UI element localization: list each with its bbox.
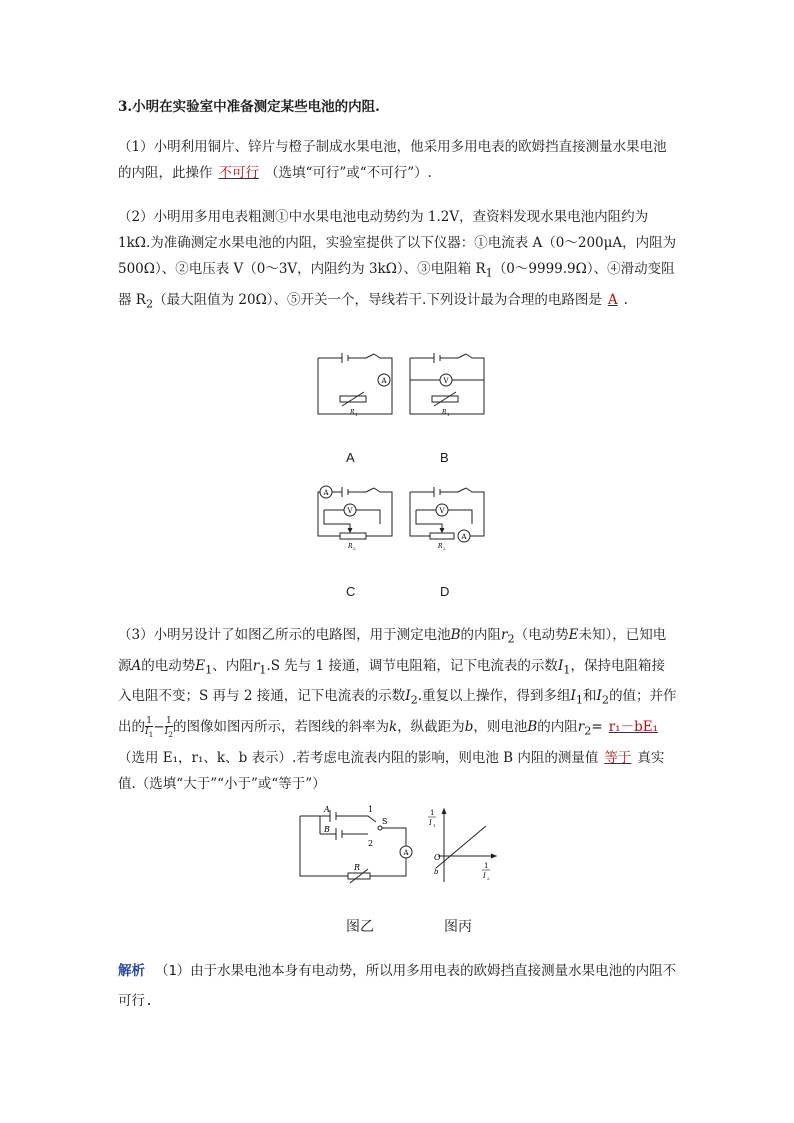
svg-text:R: R — [348, 543, 353, 550]
svg-text:2: 2 — [443, 546, 446, 551]
svg-text:O: O — [434, 853, 441, 862]
svg-text:1: 1 — [484, 862, 489, 870]
svg-text:2: 2 — [487, 876, 490, 881]
svg-text:1: 1 — [355, 412, 358, 417]
svg-text:A: A — [461, 533, 467, 541]
figure-bing-caption: 图丙 — [444, 918, 472, 934]
svg-text:A: A — [323, 489, 329, 497]
figure-bing-graph — [424, 806, 500, 888]
svg-text:V: V — [439, 507, 445, 515]
answer-q3-resistance: r₁－bE₁ — [608, 719, 658, 736]
figure-yi-circuit — [296, 804, 420, 884]
circuit-a-diagram — [314, 352, 396, 422]
svg-text:R: R — [354, 863, 361, 872]
voltmeter-symbol: V — [443, 377, 449, 385]
circuit-c-diagram — [314, 484, 396, 554]
svg-text:2: 2 — [368, 839, 374, 848]
circuit-b-diagram — [406, 352, 488, 422]
option-a-label: A — [346, 450, 355, 465]
svg-text:V: V — [347, 507, 353, 515]
option-c-label: C — [346, 584, 356, 599]
svg-text:1: 1 — [433, 823, 436, 828]
svg-text:A: A — [324, 805, 330, 814]
svg-text:1: 1 — [430, 809, 435, 817]
svg-text:R: R — [350, 409, 355, 416]
option-d-label: D — [440, 584, 450, 599]
svg-text:b: b — [434, 868, 439, 876]
answer-q1: 不可行 — [218, 165, 259, 181]
answer-q2: A — [607, 291, 618, 308]
svg-text:S: S — [382, 817, 388, 826]
question-2: （2）小明用多用电表粗测①中水果电池电动势约为 1.2V，查资料发现水果电池内阻约为 1kΩ.为准确测定水果电池的内阻，实验室提供了以下仪器：①电流表 A（0～200μA，内阻为 500Ω）、②电压表 V（0～3V，内阻约为 3kΩ）、③电阻箱 $R_1(0\sim 9999.9\Omega)$、④滑动变阻器 $R_2$（最大阻值为 20Ω）、⑤开关一个，导线若干.下列设计最为合理的电路图是 A . — [118, 209, 677, 311]
svg-text:B: B — [324, 825, 330, 834]
circuit-d-diagram — [406, 484, 488, 554]
svg-text:A: A — [403, 849, 409, 857]
problem-title: 3.小明在实验室中准备测定某些电池的内阻. — [118, 99, 380, 115]
svg-text:2: 2 — [353, 546, 356, 551]
svg-text:1: 1 — [447, 412, 450, 417]
figure-yi-caption: 图乙 — [346, 918, 374, 934]
svg-text:1: 1 — [368, 805, 374, 814]
solution — [118, 956, 678, 1016]
svg-text:R: R — [438, 543, 443, 550]
solution-tag: 解析 — [118, 963, 145, 979]
solution-text: （1）由于水果电池本身有电动势，所以用多用电表的欧姆挡直接测量水果电池的内阻不可行. — [118, 963, 677, 1009]
question-3: （3）小明另设计了如图乙所示的电路图，用于测定电池B的内阻$r_2$（电动势E未知），已知电源A的电动势$E_1$、内阻$r_1.S$ 先与 1 接通，调节电阻箱，记下电流表的示数$I_1$，保持电阻箱接入电阻不变；S 再与 2 接通，记下电流表的示数$I_2$.重复以上操作，得到多组$I_1$和$I_2$的值；并作出的 $\frac{1}{I_1}$ − $\frac{1}{I_2}$ 的图像如图丙所示，若图线的斜率为k，纵截距为b，则电池B的内阻$r_2= r_1-bE_1$（选用 E₁，r₁、k、b 表示）.若考虑电流表内阻的影响，则电池 B 内阻的测量值 等于 真实值.（选填“大于”“小于”或“等于”） — [118, 627, 677, 792]
svg-text:R: R — [442, 409, 447, 416]
svg-text:I: I — [483, 872, 486, 880]
svg-text:I: I — [429, 819, 432, 827]
option-b-label: B — [440, 450, 449, 465]
ammeter-symbol: A — [381, 377, 387, 385]
question-1: （1）小明利用铜片、锌片与橙子制成水果电池，他采用多用电表的欧姆挡直接测量水果电池的内阻，此操作 不可行 （选填“可行”或“不可行”）. — [118, 139, 667, 181]
answer-q3-comparison: 等于 — [604, 749, 632, 766]
